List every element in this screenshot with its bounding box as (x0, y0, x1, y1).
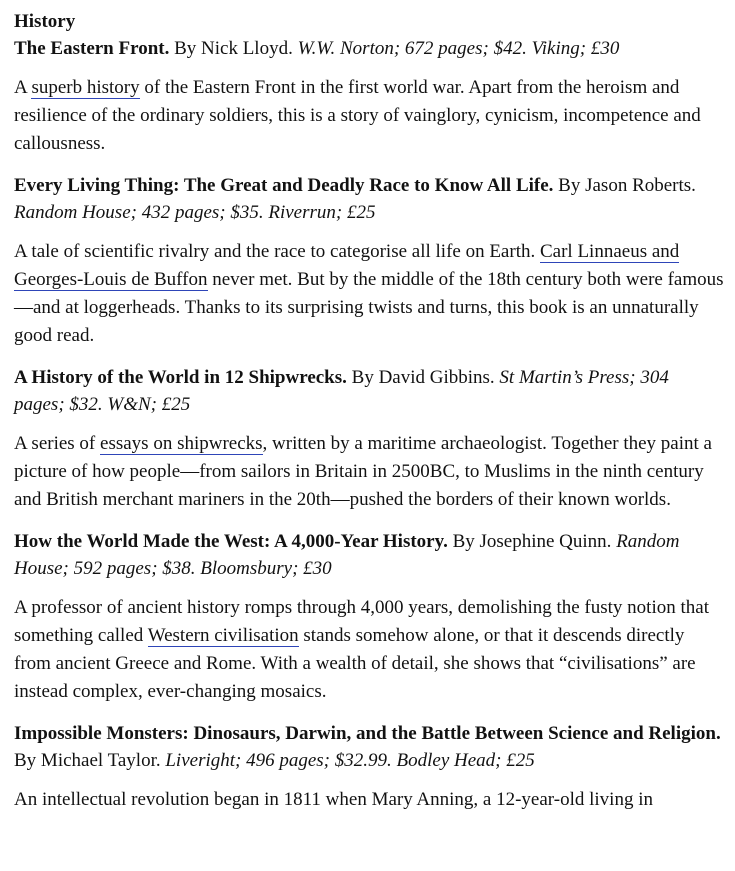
book-title: Impossible Monsters: Dinosaurs, Darwin, and the Battle Between Science and Religion. (14, 723, 721, 744)
review-text: , written by a maritime archaeologist. Together they paint a picture of how people—from sailors in Britain in 2500BC, to Muslims in the ninth century and British merchant mariners in the 20th—pushed the borders of their known worlds. (14, 433, 712, 510)
review-text: A professor of ancient history romps through 4,000 years, demolishing the fusty notion that something called (14, 597, 709, 646)
review-body (14, 238, 724, 350)
book-header (14, 720, 724, 774)
book-publisher: Liveright; 496 pages; $32.99. Bodley Head; £25 (165, 750, 535, 771)
book-header (14, 35, 724, 62)
review-body (14, 430, 724, 514)
review-entry (14, 364, 724, 514)
book-author: By David Gibbins. (351, 367, 495, 388)
review-body (14, 594, 724, 706)
review-entry (14, 35, 724, 158)
review-text: stands somehow alone, or that it descends directly from ancient Greece and Rome. With a wealth of detail, she shows that “civilisations” are instead complex, ever-changing mosaics. (14, 625, 696, 702)
review-link[interactable]: essays on shipwrecks (100, 433, 263, 454)
review-link[interactable]: Western civilisation (147, 625, 299, 646)
review-text: never met. But by the middle of the 18th century both were famous—and at loggerheads. Thanks to its surprising twists and turns, this book is an unnaturally good read. (14, 269, 724, 346)
book-header (14, 528, 724, 582)
book-publisher: W.W. Norton; 672 pages; $42. Viking; £30 (297, 38, 620, 59)
section-heading: History (14, 11, 76, 32)
review-text: of the Eastern Front in the first world war. Apart from the heroism and resilience of the ordinary soldiers, this is a story of vainglory, cynicism, incompetence and callousness. (14, 77, 701, 154)
book-author: By Jason Roberts. (558, 175, 696, 196)
book-header (14, 364, 724, 418)
book-title: Every Living Thing: The Great and Deadly Race to Know All Life. (14, 175, 554, 196)
book-author: By Josephine Quinn. (452, 531, 612, 552)
review-text: A series of (14, 433, 101, 454)
book-publisher: St Martin’s Press; 304 pages; $32. W&N; £25 (14, 367, 669, 415)
book-title: How the World Made the West: A 4,000-Year History. (14, 531, 448, 552)
review-link[interactable]: superb history (31, 77, 140, 98)
review-text: An intellectual revolution began in 1811 when Mary Anning, a 12-year-old living in (14, 789, 653, 810)
book-author: By Michael Taylor. (14, 750, 161, 771)
book-title: A History of the World in 12 Shipwrecks. (14, 367, 347, 388)
review-entry (14, 528, 724, 706)
book-author: By Nick Lloyd. (174, 38, 293, 59)
review-body (14, 74, 724, 158)
review-link[interactable]: Carl Linnaeus and Georges-Louis de Buffon (14, 241, 680, 290)
book-title: The Eastern Front. (14, 38, 170, 59)
review-text: A (14, 77, 32, 98)
book-publisher: Random House; 432 pages; $35. Riverrun; £25 (14, 202, 376, 223)
review-body (14, 786, 724, 814)
book-header (14, 172, 724, 226)
book-publisher: Random House; 592 pages; $38. Bloomsbury; £30 (14, 531, 680, 579)
review-entry (14, 720, 724, 814)
review-text: A tale of scientific rivalry and the race to categorise all life on Earth. (14, 241, 540, 262)
article-page (14, 8, 724, 828)
review-entry (14, 172, 724, 350)
